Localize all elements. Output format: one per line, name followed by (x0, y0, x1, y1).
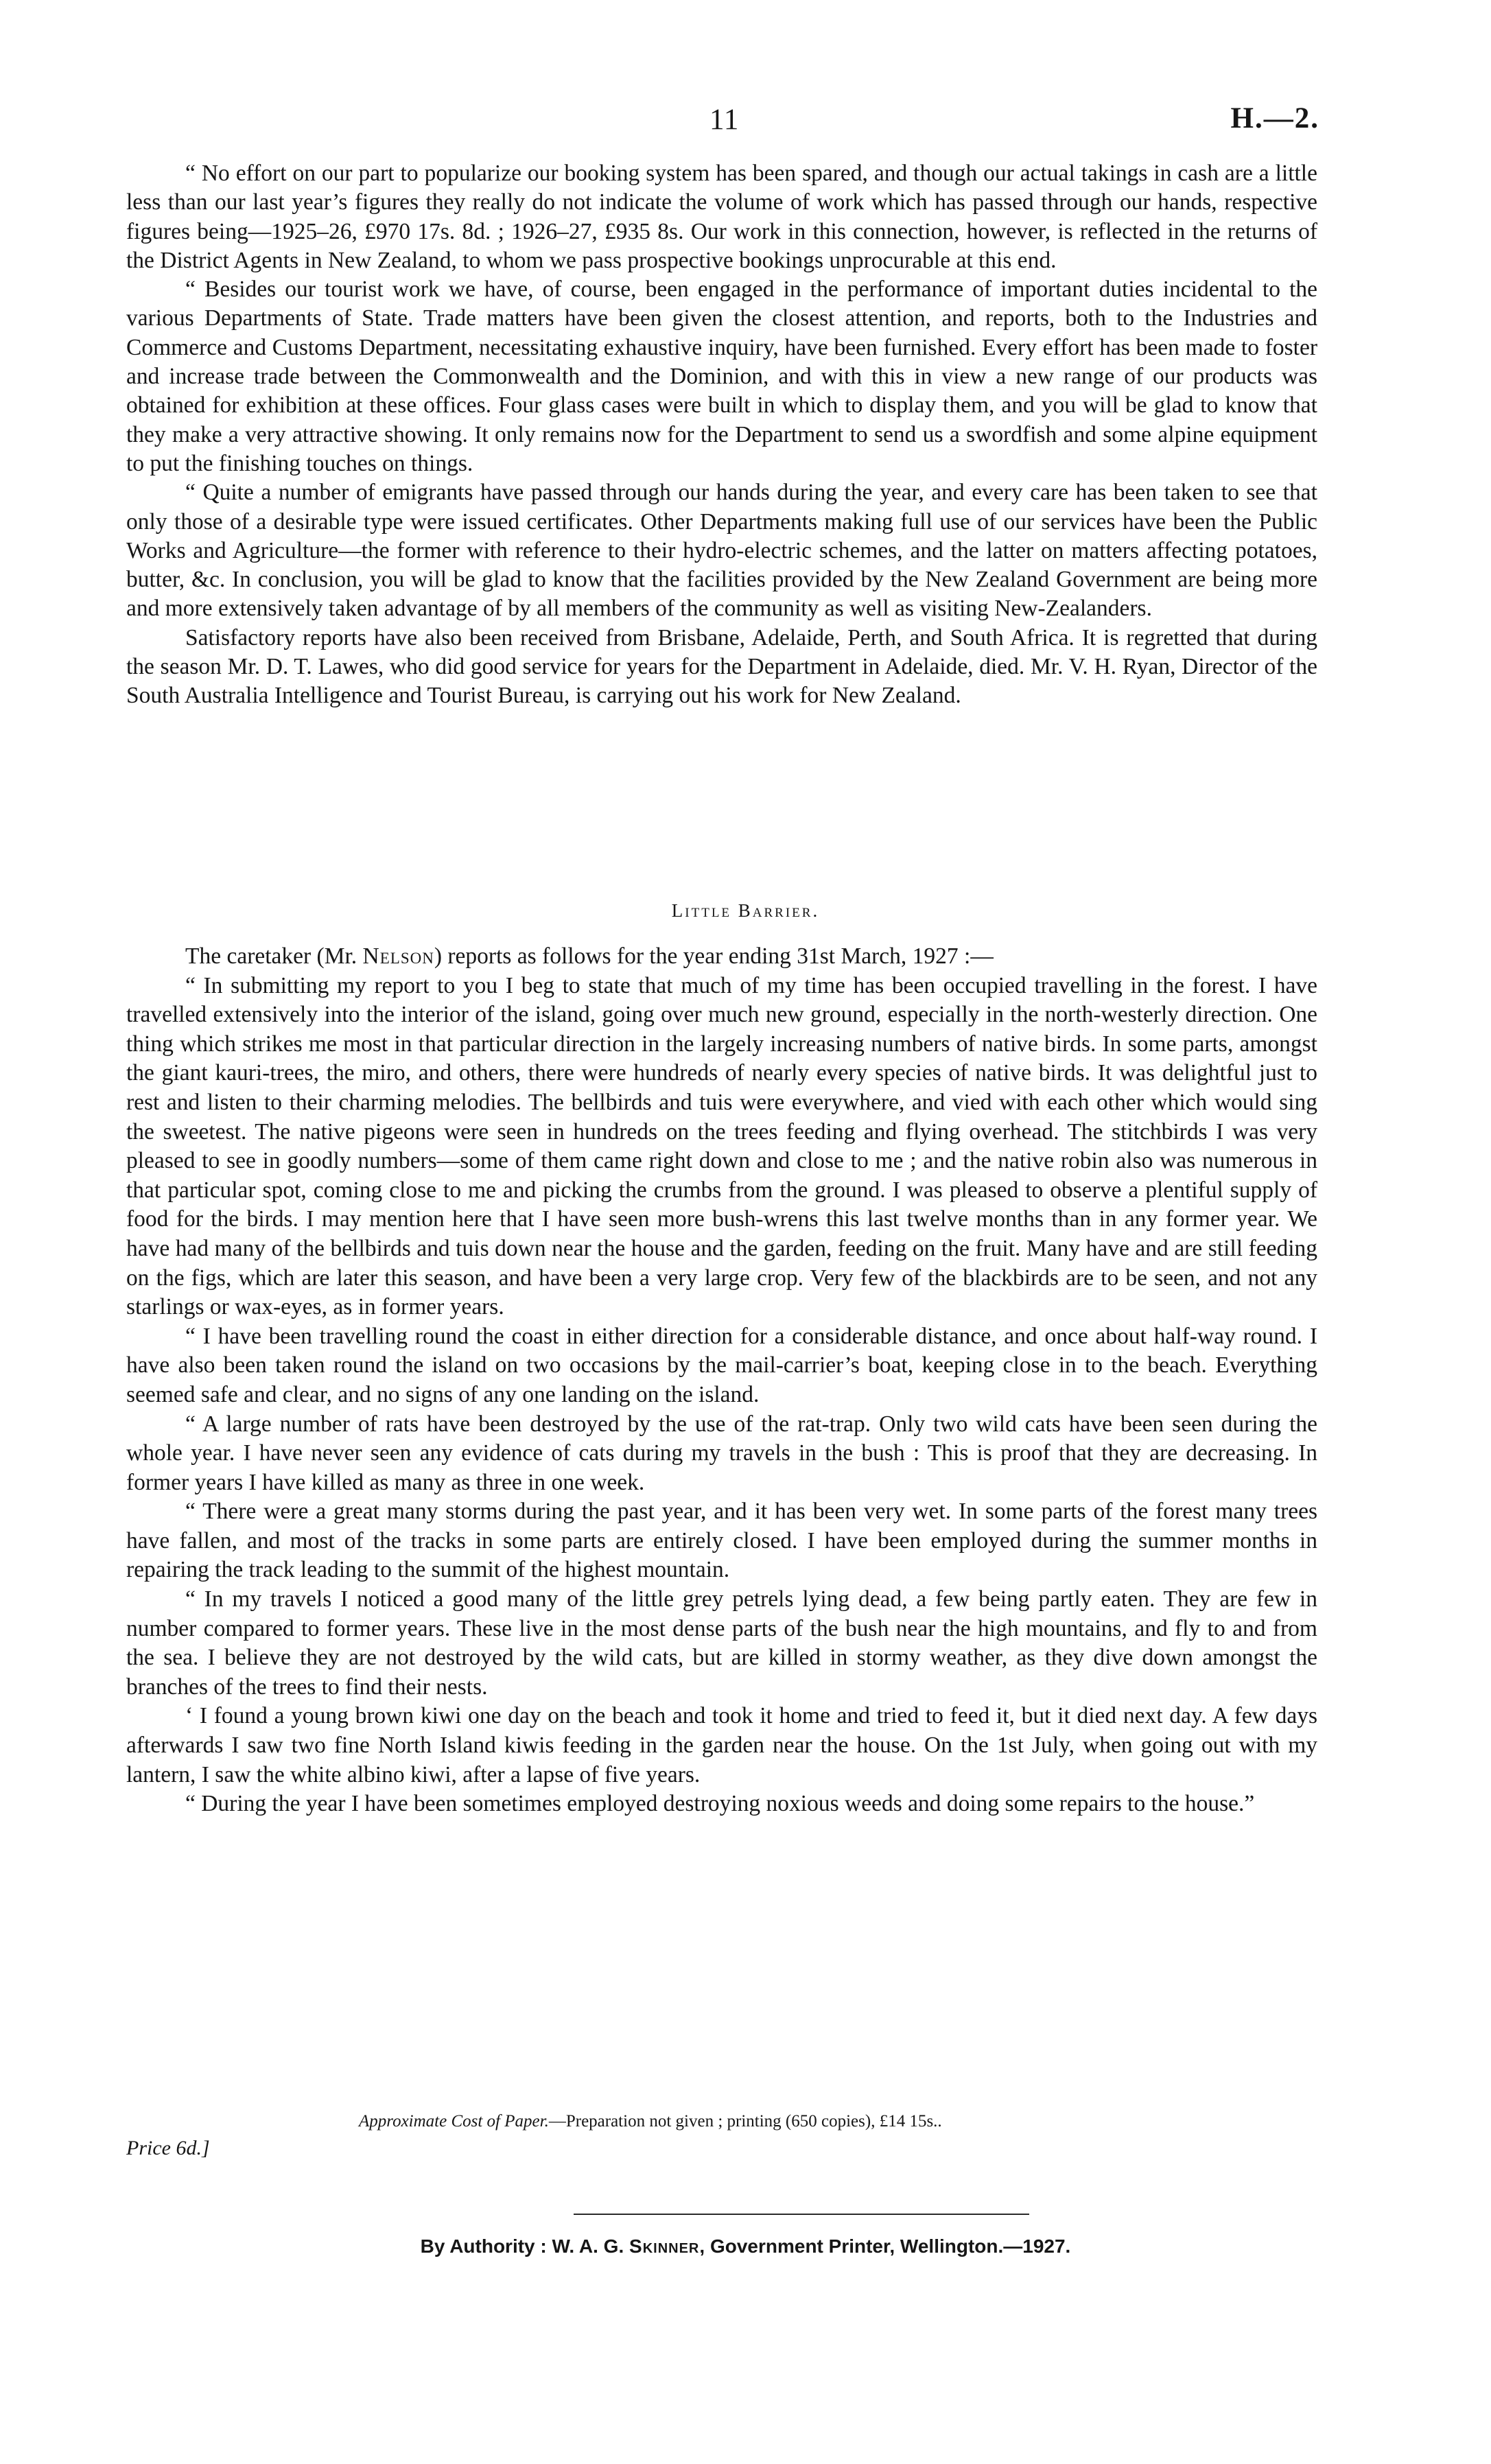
caretaker-report (126, 942, 1317, 1819)
imprint-after: , Government Printer, Wellington.—1927. (699, 2236, 1071, 2257)
report-intro-before: The caretaker (Mr. (185, 943, 363, 969)
printer-name: Skinner (629, 2236, 700, 2257)
paragraph-emigrants: “ Quite a number of emigrants have passed through our hands during the year, and every care has been taken to see that only those of a desirable type were issued certificates. Other Departments making full use of our services have been the Public Works and Agriculture—the former with reference to their hydro-electric schemes, and the latter on matters affecting potatoes, butter, &c. In conclusion, you will be glad to know that the facilities provided by the New Zealand Government are being more and more extensively taken advantage of by all members of the community as well as visiting New-Zealanders. (126, 480, 1317, 622)
report-body (126, 159, 1317, 711)
paragraph-coast-travel: “ I have been travelling round the coast in either direction for a considerable distance, and once about half-way round. I have also been taken round the island on two occasions by the mail-carrier’s boat, keeping close in to the beach. Everything seemed safe and clear, and no signs of any one landing on the island. (126, 1323, 1317, 1407)
paragraph-rats-cats: “ A large number of rats have been destroyed by the use of the rat-trap. Only two wild cats have been seen during the whole year. I have never seen any evidence of cats during my travels in the bush : This is proof that they are decreasing. In former years I have killed as many as three in one week. (126, 1411, 1317, 1495)
cost-text: —Preparation not given ; printing (650 copies), £14 15s.. (548, 2112, 942, 2131)
cost-of-paper-note (359, 2112, 942, 2131)
paragraph-booking-system: “ No effort on our part to popularize our booking system has been spared, and though our actual takings in cash are a little less than our last year’s figures they really do not indicate the volume of work which has passed through our hands, respective figures being—1925–26, £970 17s. 8d. ; 1926–27, £935 8s. Our work in this connection, however, is reflected in the returns of the District Agents in New Zealand, to whom we pass prospective bookings unprocurable at this end. (126, 161, 1317, 273)
page-number: 11 (709, 104, 740, 136)
paragraph-kiwis: ‘ I found a young brown kiwi one day on the beach and took it home and tried to feed it, but it died next day. A few days afterwards I saw two fine North Island kiwis feeding in the garden near the house. On the 1st July, when going out with my lantern, I saw the white albino kiwi, after a lapse of five years. (126, 1703, 1317, 1787)
report-intro-after: ) reports as follows for the year ending 31st March, 1927 :— (434, 943, 994, 969)
paragraph-storms: “ There were a great many storms during the past year, and it has been very wet. In some parts of the forest many trees have fallen, and most of the tracks in some parts are entirely closed. I have been employed during the summer months in repairing the track leading to the summit of the highest mountain. (126, 1499, 1317, 1583)
report-intro (126, 942, 1317, 972)
paragraph-weeds: “ During the year I have been sometimes employed destroying noxious weeds and doing some repairs to the house.” (185, 1791, 1255, 1817)
paragraph-other-reports: Satisfactory reports have also been received from Brisbane, Adelaide, Perth, and South Africa. It is regretted that during the season Mr. D. T. Lawes, who did good service for years for the Department in Adelaide, died. Mr. V. H. Ryan, Director of the South Australia Intelligence and Tourist Bureau, is carrying out his work for New Zealand. (126, 624, 1317, 709)
paragraph-petrels: “ In my travels I noticed a good many of the little grey petrels lying dead, a few being partly eaten. They are few in number compared to former years. These live in the most dense parts of the bush near the high mountains, and fly to and from the sea. I believe they are not destroyed by the wild cats, but are killed in stormy weather, as they dive down amongst the branches of the trees to find their nests. (126, 1586, 1317, 1700)
footer-divider (574, 2214, 1029, 2215)
series-code: H.—2. (1230, 102, 1319, 134)
section-heading-little-barrier: Little Barrier. (671, 900, 820, 921)
cost-label: Approximate Cost of Paper. (359, 2112, 549, 2131)
paragraph-forest-birds: “ In submitting my report to you I beg to state that much of my time has been occupied travelling in the forest. I have travelled extensively into the interior of the island, going over much new ground, especially in the north-westerly direction. One thing which strikes me most in that particular direction in the largely increasing numbers of native birds. In some parts, amongst the giant kauri-trees, the miro, and others, there were hundreds of nearly every species of native birds. It was delightful just to rest and listen to their charming melodies. The bellbirds and tuis were everywhere, and vied with each other which would sing the sweetest. The native pigeons were seen in hundreds on the trees feeding and flying overhead. The stitchbirds I was very pleased to see in goodly numbers—some of them came right down and close to me ; and the native robin also was numerous in that particular spot, coming close to me and picking the crumbs from the ground. I was pleased to observe a plentiful supply of food for the birds. I may mention here that I have seen more bush-wrens this last twelve months than in any former year. We have had many of the bellbirds and tuis down near the house and the garden, feeding on the fruit. Many have and are still feeding on the figs, which are later this season, and have been a very large crop. Very few of the blackbirds are to be seen, and not any starlings or wax-eyes, as in former years. (126, 972, 1317, 1320)
price: Price 6d.] (126, 2137, 210, 2159)
printer-imprint (0, 2236, 1491, 2257)
imprint-before: By Authority : W. A. G. (420, 2236, 630, 2257)
caretaker-name: Nelson (362, 943, 434, 969)
paragraph-state-duties: “ Besides our tourist work we have, of course, been engaged in the performance of important duties incidental to the various Departments of State. Trade matters have been given the closest attention, and reports, both to the Industries and Commerce and Customs Department, necessitating exhaustive inquiry, have been furnished. Every effort has been made to foster and increase trade between the Commonwealth and the Dominion, and with this in view a new range of our products was obtained for exhibition at these offices. Four glass cases were built in which to display them, and you will be glad to know that they make a very attractive showing. It only remains now for the Department to send us a swordfish and some alpine equipment to put the finishing touches on things. (126, 277, 1317, 476)
